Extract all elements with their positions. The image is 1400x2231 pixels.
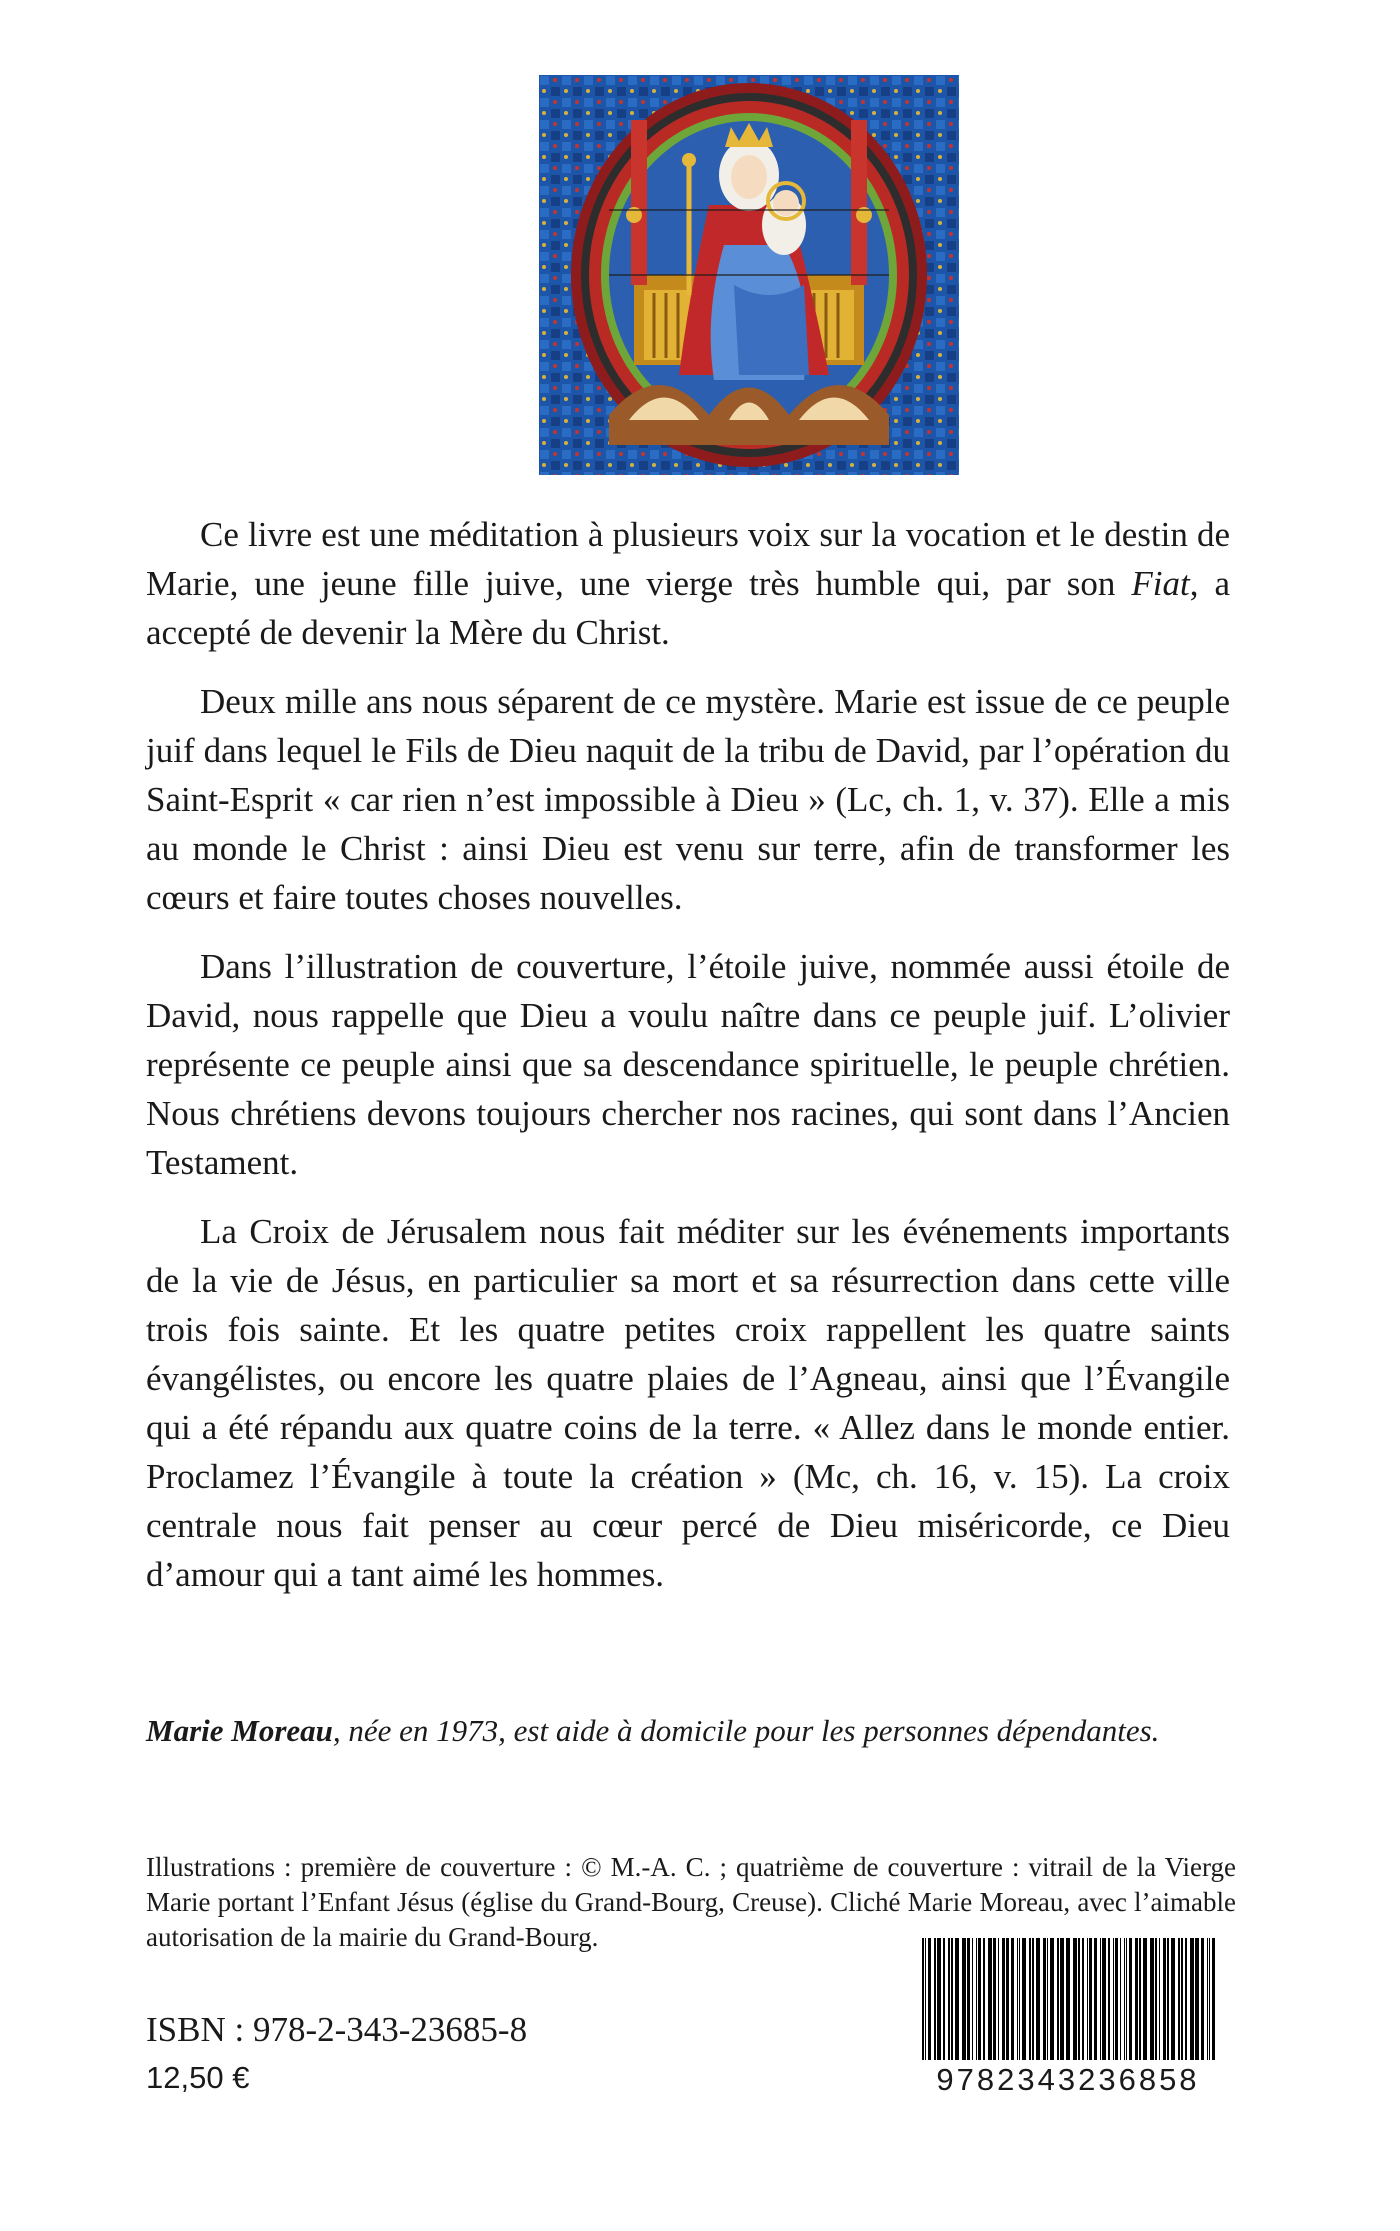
barcode-bar: [1171, 1938, 1175, 2060]
barcode-bar: [1181, 1938, 1183, 2060]
barcode-bar: [1115, 1938, 1118, 2060]
barcode-bar: [988, 1938, 992, 2060]
barcode-bar: [1060, 1938, 1064, 2060]
barcode-bar: [1002, 1938, 1005, 2060]
barcode-bar: [1124, 1938, 1125, 2060]
barcode-bar: [1190, 1938, 1194, 2060]
author-bio-text: , née en 1973, est aide à domicile pour les personnes dépendantes.: [332, 1713, 1160, 1748]
blurb-paragraph: Dans l’illustration de couverture, l’étoile juive, nommée aussi étoile de David, nous rappelle que Dieu a voulu naître dans ce peuple juif. L’olivier représente ce peuple ainsi que sa descendance spirituelle, le peuple chrétien. Nous chrétiens devons toujours chercher nos racines, qui sont dans l’Ancien Testament.: [146, 947, 1230, 1182]
barcode-icon: [920, 1938, 1220, 2060]
author-bio: [146, 1711, 1246, 1751]
author-name: Marie Moreau: [146, 1713, 333, 1748]
barcode-bar: [934, 1938, 936, 2060]
barcode-bar: [983, 1938, 985, 2060]
barcode-bar: [951, 1938, 953, 2060]
barcode-bar: [1195, 1938, 1199, 2060]
blurb-paragraph: Deux mille ans nous séparent de ce mystère. Marie est issue de ce peuple juif dans lequel le Fils de Dieu naquit de la tribu de David, par l’opération du Saint-Esprit « car rien n’est impossible à Dieu » (Lc, ch. 1, v. 37). Elle a mis au monde le Christ : ainsi Dieu est venu sur terre, afin de transformer les cœurs et faire toutes choses nouvelles.: [146, 682, 1230, 917]
barcode-bar: [1108, 1938, 1110, 2060]
stained-glass-virgin-and-child-icon: [539, 75, 959, 475]
barcode-bar: [1129, 1938, 1132, 2060]
barcode-bar: [955, 1938, 959, 2060]
barcode-bar: [922, 1938, 924, 2060]
barcode-bar: [962, 1938, 966, 2060]
barcode-bar: [1032, 1938, 1034, 2060]
barcode-bar: [967, 1938, 970, 2060]
barcode-bar: [1022, 1938, 1026, 2060]
barcode-bar: [1019, 1938, 1020, 2060]
barcode-bar: [998, 1938, 999, 2060]
barcode-bar: [1139, 1938, 1141, 2060]
barcode-bar: [1207, 1938, 1208, 2060]
barcode-bar: [1143, 1938, 1147, 2060]
barcode-bar: [1209, 1938, 1210, 2060]
barcode-bar: [1043, 1938, 1046, 2060]
barcode-bar: [1050, 1938, 1054, 2060]
barcode-bar: [1082, 1938, 1084, 2060]
barcode-bar: [1078, 1938, 1080, 2060]
barcode-bar: [928, 1938, 931, 2060]
barcode-bar: [1126, 1938, 1127, 2060]
barcode-bar: [976, 1938, 977, 2060]
barcode-bar: [1102, 1938, 1106, 2060]
barcode-bar: [1029, 1938, 1031, 2060]
blurb-paragraph: La Croix de Jérusalem nous fait méditer sur les événements importants de la vie de Jésus, en particulier sa mort et sa résurrection dans cette ville trois fois sainte. Et les quatre petites croix rappellent les quatre saints évangélistes, ou encore les quatre plaies de l’Agneau, ainsi que l’Évangile qui a été répandu aux quatre coins de la terre. « Allez dans le monde entier. Proclamez l’Évangile à toute la création » (Mc, ch. 16, v. 15). La croix centrale nous fait penser au cœur percé de Dieu miséricorde, ce Dieu d’amour qui a tant aimé les hommes.: [146, 1212, 1230, 1594]
barcode-bar: [1113, 1938, 1114, 2060]
barcode-bar: [1047, 1938, 1048, 2060]
barcode-bar: [948, 1938, 950, 2060]
price: 12,50 €: [146, 2060, 250, 2095]
blurb-paragraph: Ce livre est une méditation à plusieurs voix sur la vocation et le destin de Marie, une jeune fille juive, une vierge très humble qui, par son Fiat, a accepté de devenir la Mère du Christ.: [146, 515, 1230, 652]
barcode-bar: [1212, 1938, 1215, 2060]
barcode-bar: [1011, 1938, 1014, 2060]
barcode-bar: [993, 1938, 996, 2060]
barcode-bar: [1163, 1938, 1166, 2060]
barcode-bar: [1178, 1938, 1180, 2060]
barcode-bar: [1057, 1938, 1059, 2060]
isbn: ISBN : 978-2-343-23685-8: [146, 2010, 528, 2049]
back-cover-blurb: [146, 510, 1230, 1619]
barcode-digits: 9782343236858: [936, 2062, 1200, 2097]
barcode-bar: [1159, 1938, 1160, 2060]
barcode-bar: [1066, 1938, 1070, 2060]
barcode-bar: [1167, 1938, 1169, 2060]
barcode-bar: [1017, 1938, 1018, 2060]
illustration-credits: Illustrations : première de couverture : © M.-A. C. ; quatrième de couverture : vitrail de la Vierge Marie portant l’Enfant Jésus (église du Grand-Bourg, Creuse). Cliché Marie Moreau, avec l’aimable autorisation de la mairie du Grand-Bourg.: [146, 1852, 1236, 1952]
barcode-bar: [978, 1938, 981, 2060]
barcode-bar: [1073, 1938, 1077, 2060]
barcode-bar: [1201, 1938, 1204, 2060]
barcode-bar: [972, 1938, 973, 2060]
barcode-bar: [1185, 1938, 1187, 2060]
barcode-bar: [1120, 1938, 1121, 2060]
barcode-bar: [1100, 1938, 1101, 2060]
barcode-bar: [1036, 1938, 1040, 2060]
fiat-emphasis: Fiat: [1131, 564, 1190, 603]
barcode-bar: [943, 1938, 945, 2060]
barcode-bar: [1006, 1938, 1009, 2060]
barcode-bar: [1094, 1938, 1097, 2060]
barcode-bar: [1155, 1938, 1157, 2060]
barcode-bar: [937, 1938, 941, 2060]
barcode-bar: [1150, 1938, 1154, 2060]
barcode-bar: [1087, 1938, 1088, 2060]
barcode-bar: [925, 1938, 926, 2060]
stained-glass-image: [539, 75, 959, 475]
barcode-bar: [1089, 1938, 1092, 2060]
barcode-bar: [1135, 1938, 1138, 2060]
barcode: [898, 1938, 1238, 2108]
